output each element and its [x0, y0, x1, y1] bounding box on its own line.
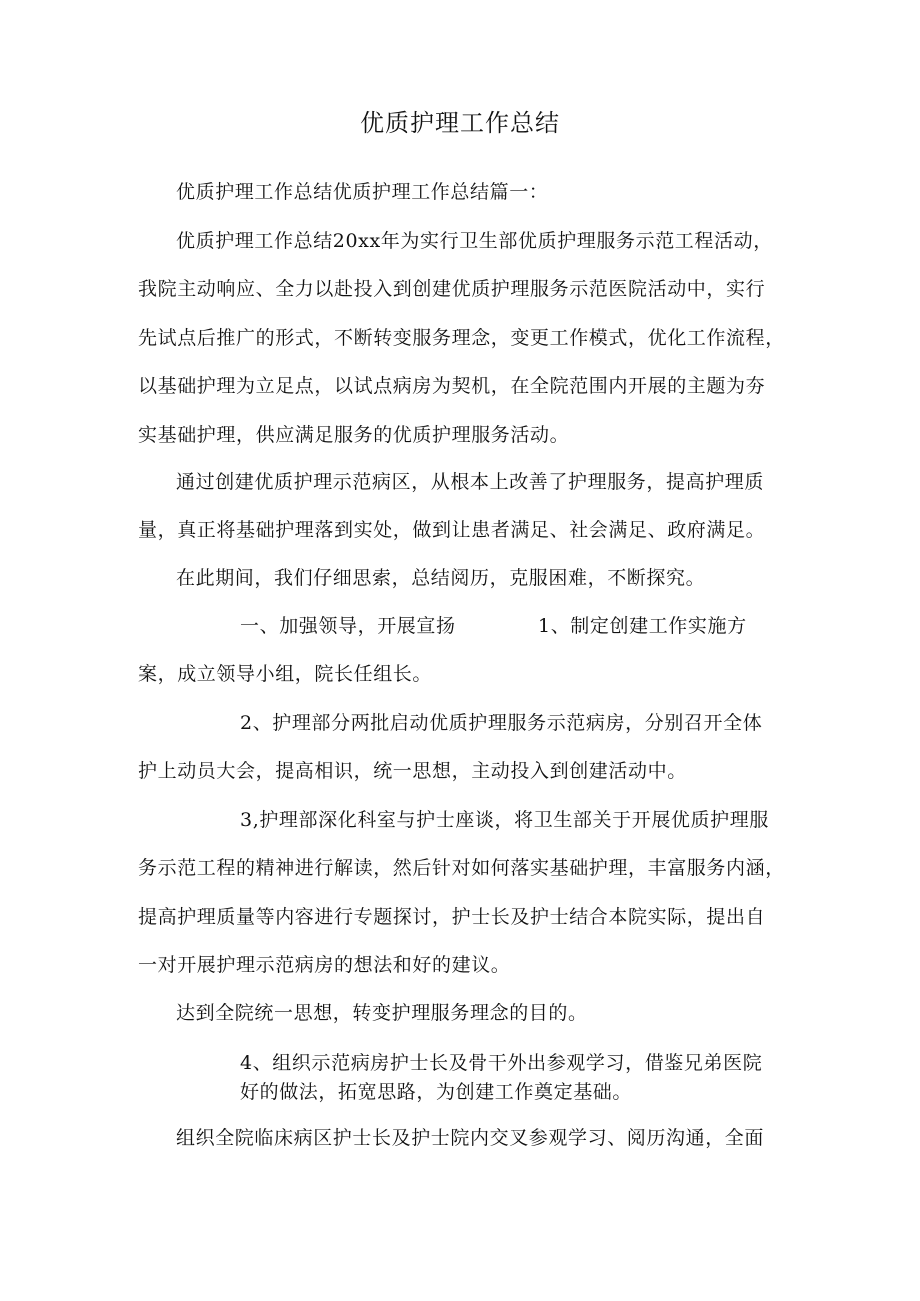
- paragraph-line: 好的做法，拓宽思路，为创建工作奠定基础。: [240, 1081, 633, 1103]
- paragraph-line: 一对开展护理示范病房的想法和好的建议。: [138, 954, 511, 976]
- paragraph-line: 达到全院统一思想，转变护理服务理念的目的。: [176, 1002, 588, 1024]
- paragraph-line: 量，真正将基础护理落到实处，做到让患者满足、社会满足、政府满足。: [138, 519, 766, 541]
- list-item-1: 1、制定创建工作实施方: [538, 615, 747, 637]
- paragraph-line: 案，成立领导小组，院长任组长。: [138, 663, 433, 685]
- section-heading: 一、加强领导，开展宣扬: [240, 615, 456, 637]
- paragraph-line: 通过创建优质护理示范病区，从根本上改善了护理服务，提高护理质: [176, 471, 765, 493]
- list-item-2: 2、护理部分两批启动优质护理服务示范病房，分别召开全体: [240, 712, 763, 734]
- list-item-3: 3,护理部深化科室与护士座谈，将卫生部关于开展优质护理服: [240, 809, 769, 831]
- paragraph-line: 务示范工程的精神进行解读，然后针对如何落实基础护理，丰富服务内涵，: [138, 857, 785, 879]
- paragraph-line: 优质护理工作总结优质护理工作总结篇一：: [176, 181, 549, 203]
- paragraph-line: 以基础护理为立足点，以试点病房为契机，在全院范围内开展的主题为夯: [138, 375, 766, 397]
- paragraph-line: 我院主动响应、全力以赴投入到创建优质护理服务示范医院活动中，实行: [138, 278, 766, 300]
- paragraph-line: 先试点后推广的形式，不断转变服务理念，变更工作模式，优化工作流程，: [138, 327, 785, 349]
- paragraph-line: 优质护理工作总结20xx年为实行卫生部优质护理服务示范工程活动，: [176, 230, 773, 252]
- paragraph-line: 提高护理质量等内容进行专题探讨，护士长及护士结合本院实际，提出自: [138, 906, 766, 928]
- document-title: 优质护理工作总结: [360, 109, 560, 137]
- paragraph-line: 护上动员大会，提高相识，统一思想，主动投入到创建活动中。: [138, 760, 687, 782]
- list-item-4: 4、组织示范病房护士长及骨干外出参观学习，借鉴兄弟医院: [240, 1052, 763, 1074]
- paragraph-line: 组织全院临床病区护士长及护士院内交叉参观学习、阅历沟通，全面: [176, 1127, 765, 1149]
- paragraph-line: 在此期间，我们仔细思索，总结阅历，克服困难，不断探究。: [176, 567, 706, 589]
- paragraph-line: 实基础护理，供应满足服务的优质护理服务活动。: [138, 424, 570, 446]
